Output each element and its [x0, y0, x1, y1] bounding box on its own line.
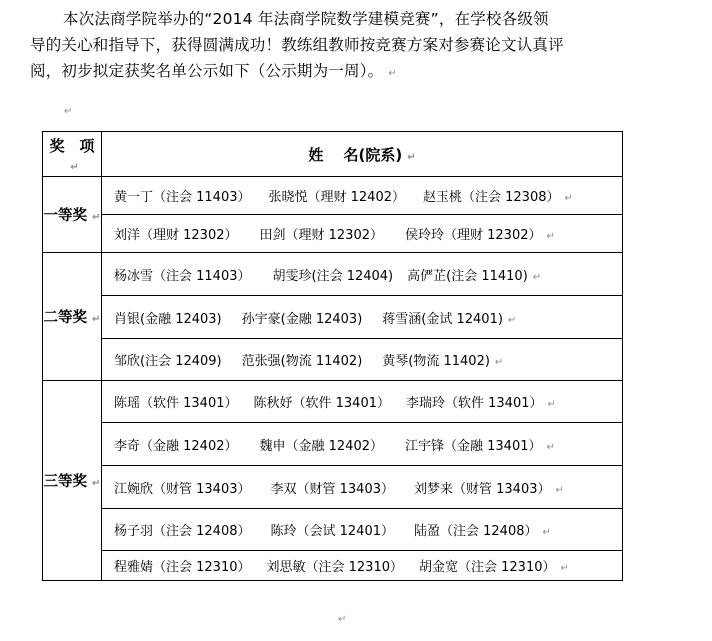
tier-first: 一等奖 ↵: [43, 177, 102, 253]
header-award: 奖 项↵: [43, 132, 102, 177]
table-row: [43, 381, 623, 423]
paragraph-mark-icon: ↵: [546, 441, 555, 453]
names-cell: 程雅婧（注会 12310） 刘思敏（注会 12310） 胡金宽（注会 12310） ↵: [102, 551, 623, 581]
paragraph-mark-icon: ↵: [532, 271, 542, 283]
paragraph-mark-icon: ↵: [555, 484, 564, 496]
tier-third: 三等奖 ↵: [43, 381, 102, 581]
paragraph-mark-icon: ↵: [92, 212, 101, 223]
names-cell: 杨子羽（注会 12408） 陈玲（会试 12401） 陆盈（注会 12408） ↵: [102, 509, 623, 551]
table-row: [43, 215, 623, 253]
intro-line-3: 阅，初步拟定获奖名单公示如下（公示期为一周）。 ↵: [30, 62, 397, 80]
paragraph-mark-icon: ↵: [388, 68, 397, 79]
paragraph-mark-icon: ↵: [64, 106, 73, 117]
award-table: [42, 131, 623, 581]
table-row: [43, 509, 623, 551]
paragraph-mark-icon: ↵: [70, 161, 79, 173]
names-cell: 刘洋（理财 12302） 田剑（理财 12302） 侯玲玲（理财 12302） ↵: [102, 215, 623, 253]
table-row: [43, 253, 623, 296]
names-cell: 肖银(金融 12403) 孙宇豪(金融 12403) 蒋雪涵(金试 12401) ↵: [102, 296, 623, 339]
paragraph-mark-icon: ↵: [564, 193, 573, 204]
paragraph-mark-icon: ↵: [546, 231, 555, 242]
paragraph-mark-icon: ↵: [507, 314, 517, 326]
names-cell: 李奇（金融 12402） 魏申（金融 12402） 江宇锋（金融 13401） ↵: [102, 423, 623, 466]
names-cell: 江婉欣（财管 13403） 李双（财管 13403） 刘梦来（财管 13403） ↵: [102, 466, 623, 509]
tier-second: 二等奖 ↵: [43, 253, 102, 381]
paragraph-mark-icon: ↵: [560, 563, 569, 574]
names-cell: 黄一丁（注会 11403） 张晓悦（理财 12402） 赵玉桃（注会 12308） ↵: [102, 177, 623, 215]
paragraph-mark-icon: ↵: [494, 357, 504, 368]
table-row: [43, 177, 623, 215]
names-cell: 陈瑶（软件 13401） 陈秋妤（软件 13401） 李瑞玲（软件 13401） ↵: [102, 381, 623, 423]
intro-line-2: 导的关心和指导下，获得圆满成功！教练组教师按竞赛方案对参赛论文认真评: [30, 36, 564, 54]
paragraph-mark-icon: ↵: [407, 151, 416, 163]
table-row: [43, 551, 623, 581]
table-row: [43, 423, 623, 466]
table-row: [43, 296, 623, 339]
table-header-row: [43, 132, 623, 177]
paragraph-mark-icon: ↵: [542, 527, 551, 538]
intro-paragraph: [30, 6, 690, 87]
paragraph-mark-icon: ↵: [92, 314, 101, 325]
table-row: [43, 466, 623, 509]
paragraph-mark-icon: ↵: [92, 478, 101, 489]
names-cell: 邹欣(注会 12409) 范张强(物流 11402) 黄琴(物流 11402) ↵: [102, 339, 623, 381]
paragraph-mark-icon: ↵: [547, 399, 556, 410]
paragraph-mark-icon: ↵: [338, 614, 347, 625]
names-cell: 杨冰雪（注会 11403） 胡雯珍(注会 12404) 高俨芷(注会 11410) ↵: [102, 253, 623, 296]
table-row: [43, 339, 623, 381]
intro-line-1: 本次法商学院举办的“2014 年法商学院数学建模竞赛”，在学校各级领: [63, 10, 549, 28]
header-names: 姓 名(院系) ↵: [102, 132, 623, 177]
